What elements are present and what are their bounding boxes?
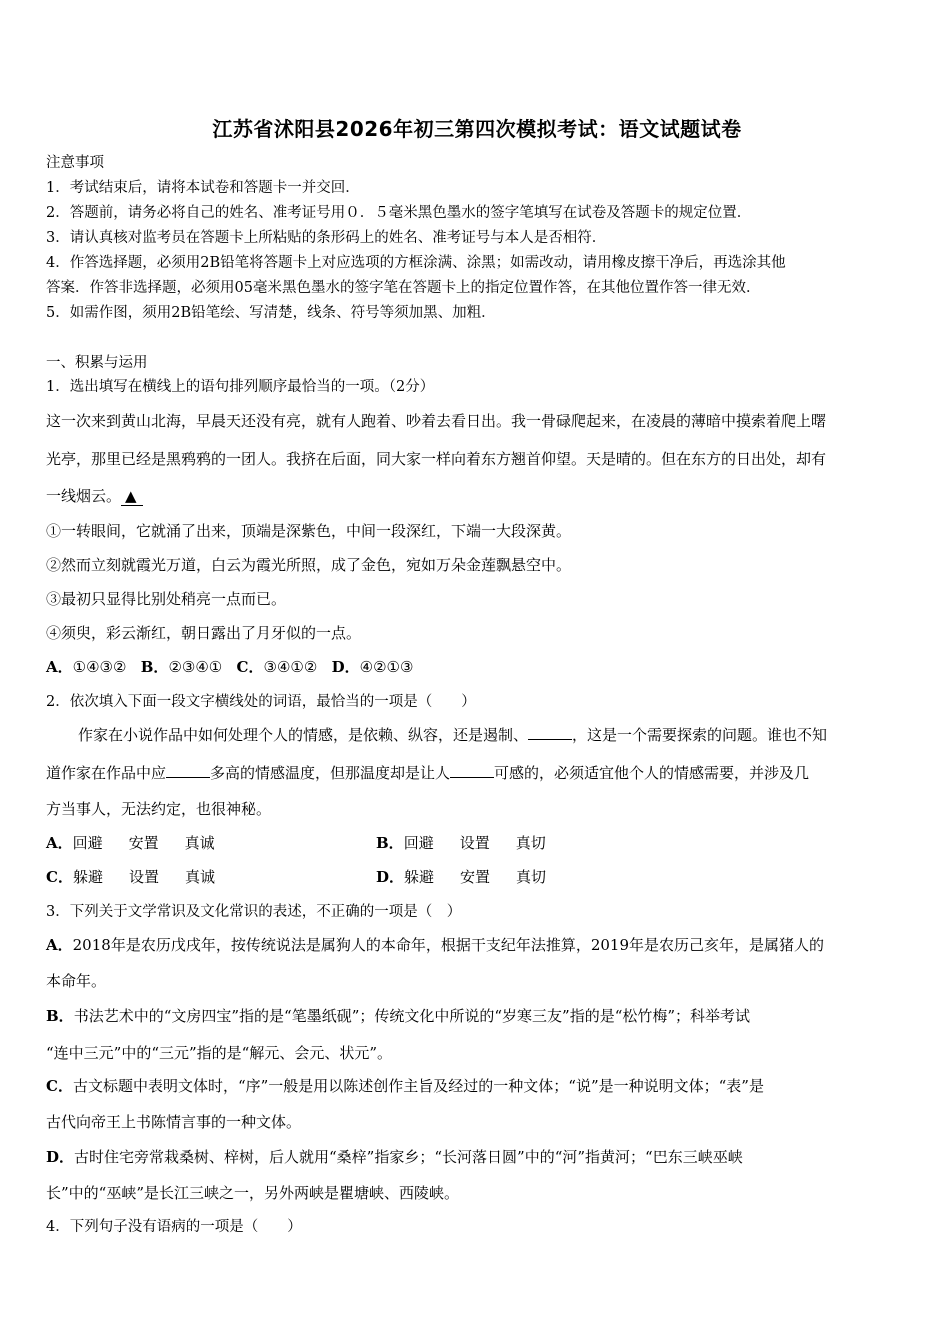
option-word: 躲避 (404, 868, 435, 886)
option-letter: B． (140, 658, 169, 676)
q1-options (46, 656, 413, 677)
option-text: 2018年是农历戊戌年，按传统说法是属狗人的本命年，根据干支纪年法推算，2019年是农历己亥年，是属猪人的 (72, 936, 824, 954)
q1-sentence: ②然而立刻就霞光万道，白云为霞光所照，成了金色，宛如万朵金莲飘悬空中。 (46, 556, 572, 574)
option-letter: C． (46, 1077, 73, 1095)
fill-blank (450, 776, 494, 778)
q3-option-c (46, 1075, 764, 1096)
q2-text: 道作家在作品中应 (46, 764, 167, 782)
option-letter: B． (376, 834, 404, 852)
q3-option-d-cont: 长”中的“巫峡”是长江三峡之一，另外两峡是瞿塘峡、西陵峡。 (46, 1184, 460, 1202)
option-word: 回避 (72, 834, 103, 852)
notice-item: 5．如需作图，须用2B铅笔绘、写清楚，线条、符号等须加黑、加粗． (46, 305, 496, 321)
q2-option-c (46, 868, 241, 886)
option-word: 安置 (460, 868, 491, 886)
option-text: 书法艺术中的“文房四宝”指的是“笔墨纸砚”；传统文化中所说的“岁寒三友”指的是“松竹梅”；科举考试 (73, 1007, 751, 1025)
option-letter: C． (236, 658, 264, 676)
q2-option-b (376, 832, 572, 853)
notice-item: 2．答题前，请务必将自己的姓名、准考证号用０．５毫米黑色墨水的签字笔填写在试卷及答题卡的规定位置． (46, 205, 752, 221)
option-word: 真切 (516, 868, 547, 886)
option-text: 古时住宅旁常栽桑树、梓树，后人就用“桑梓”指家乡；“长河落日圆”中的“河”指黄河；“巴东三峡巫峡 (74, 1148, 743, 1166)
option-word: 躲避 (72, 868, 103, 886)
question-2-stem: 2．依次填入下面一段文字横线处的词语，最恰当的一项是（ ） (46, 694, 476, 710)
option-text: 古文标题中表明文体时，“序”一般是用以陈述创作主旨及经过的一种文体；“说”是一种说明文体；“表”是 (72, 1077, 764, 1095)
option-letter: D． (331, 658, 360, 676)
q1-passage-line: 光亭，那里已经是黑鸦鸦的一团人。我挤在后面，同大家一样向着东方翘首仰望。天是晴的。但在东方的日出处，却有 (46, 450, 827, 468)
q2-options-row (46, 866, 908, 887)
option-text: ④②①③ (359, 658, 414, 676)
option-word: 真诚 (184, 868, 215, 886)
option-letter: A． (46, 658, 73, 676)
option-word: 设置 (128, 868, 159, 886)
q2-text: 作家在小说作品中如何处理个人的情感，是依赖、纵容，还是遏制、 (78, 726, 529, 744)
q2-text: 多高的情感温度，但那温度却是让人 (210, 764, 451, 782)
option-letter: D． (376, 868, 405, 886)
option-letter: B． (46, 1007, 74, 1025)
fill-blank (528, 738, 572, 740)
q2-passage-line: 方当事人，无法约定，也很神秘。 (46, 800, 272, 818)
option-word: 安置 (128, 834, 159, 852)
q1-passage-line: 这一次来到黄山北海，早晨天还没有亮，就有人跑着、吵着去看日出。我一骨碌爬起来，在凌晨的薄暗中摸索着爬上曙 (46, 412, 827, 430)
q2-passage-line (78, 724, 827, 745)
q2-option-d (376, 866, 572, 887)
option-letter: A． (46, 834, 73, 852)
question-4-stem: 4．下列句子没有语病的一项是（ ） (46, 1219, 302, 1235)
question-1-stem: 1．选出填写在横线上的语句排列顺序最恰当的一项。（2分） (46, 379, 435, 395)
question-3-stem: 3．下列关于文学常识及文化常识的表述，不正确的一项是（ ） (46, 904, 462, 920)
q1-sentence: ④须臾，彩云渐红，朝日露出了月牙似的一点。 (46, 624, 362, 642)
q2-passage-line (46, 762, 809, 783)
page-title: 江苏省沭阳县2026年初三第四次模拟考试：语文试题试卷 (212, 117, 742, 141)
notice-heading: 注意事项 (46, 155, 104, 171)
q1-sentence: ③最初只显得比别处稍亮一点而已。 (46, 590, 287, 608)
option-letter: C． (46, 868, 73, 886)
q1-passage-line (46, 485, 143, 506)
q1-sentence: ①一转眼间，它就涌了出来，顶端是深紫色，中间一段深红，下端一大段深黄。 (46, 522, 572, 540)
notice-item: 1．考试结束后，请将本试卷和答题卡一并交回． (46, 180, 360, 196)
option-letter: A． (46, 936, 73, 954)
q3-option-d (46, 1146, 743, 1167)
notice-item: 4．作答选择题，必须用2B铅笔将答题卡上对应选项的方框涂满、涂黑；如需改动，请用橡皮擦干净后，再选涂其他 (46, 255, 786, 271)
q3-option-a-cont: 本命年。 (46, 972, 107, 990)
option-text: ①④③② (72, 658, 127, 676)
option-word: 设置 (459, 834, 490, 852)
q2-text: ，这是一个需要探索的问题。谁也不知 (572, 726, 828, 744)
notice-item: 3．请认真核对监考员在答题卡上所粘贴的条形码上的姓名、准考证号与本人是否相符． (46, 230, 607, 246)
section-heading: 一、积累与运用 (46, 355, 148, 371)
q3-option-b (46, 1005, 750, 1026)
q2-option-a (46, 834, 241, 852)
q3-option-c-cont: 古代向帝王上书陈情言事的一种文体。 (46, 1113, 302, 1131)
option-word: 真诚 (184, 834, 215, 852)
fill-blank (166, 776, 210, 778)
q2-options-row (46, 832, 908, 853)
option-word: 真切 (515, 834, 546, 852)
q2-text: 可感的，必须适宜他个人的情感需要，并涉及几 (494, 764, 810, 782)
option-word: 回避 (403, 834, 434, 852)
notice-item: 答案．作答非选择题，必须用05毫米黑色墨水的签字笔在答题卡上的指定位置作答，在其他位置作答一律无效． (46, 280, 761, 296)
option-text: ③④①② (263, 658, 318, 676)
option-letter: D． (46, 1148, 75, 1166)
answer-blank-mark: ▲ (121, 487, 143, 506)
q3-option-a (46, 934, 824, 955)
q3-option-b-cont: “连中三元”中的“三元”指的是“解元、会元、状元”。 (46, 1044, 393, 1062)
option-text: ②③④① (168, 658, 223, 676)
q1-passage-text: 一线烟云。 (46, 487, 122, 505)
